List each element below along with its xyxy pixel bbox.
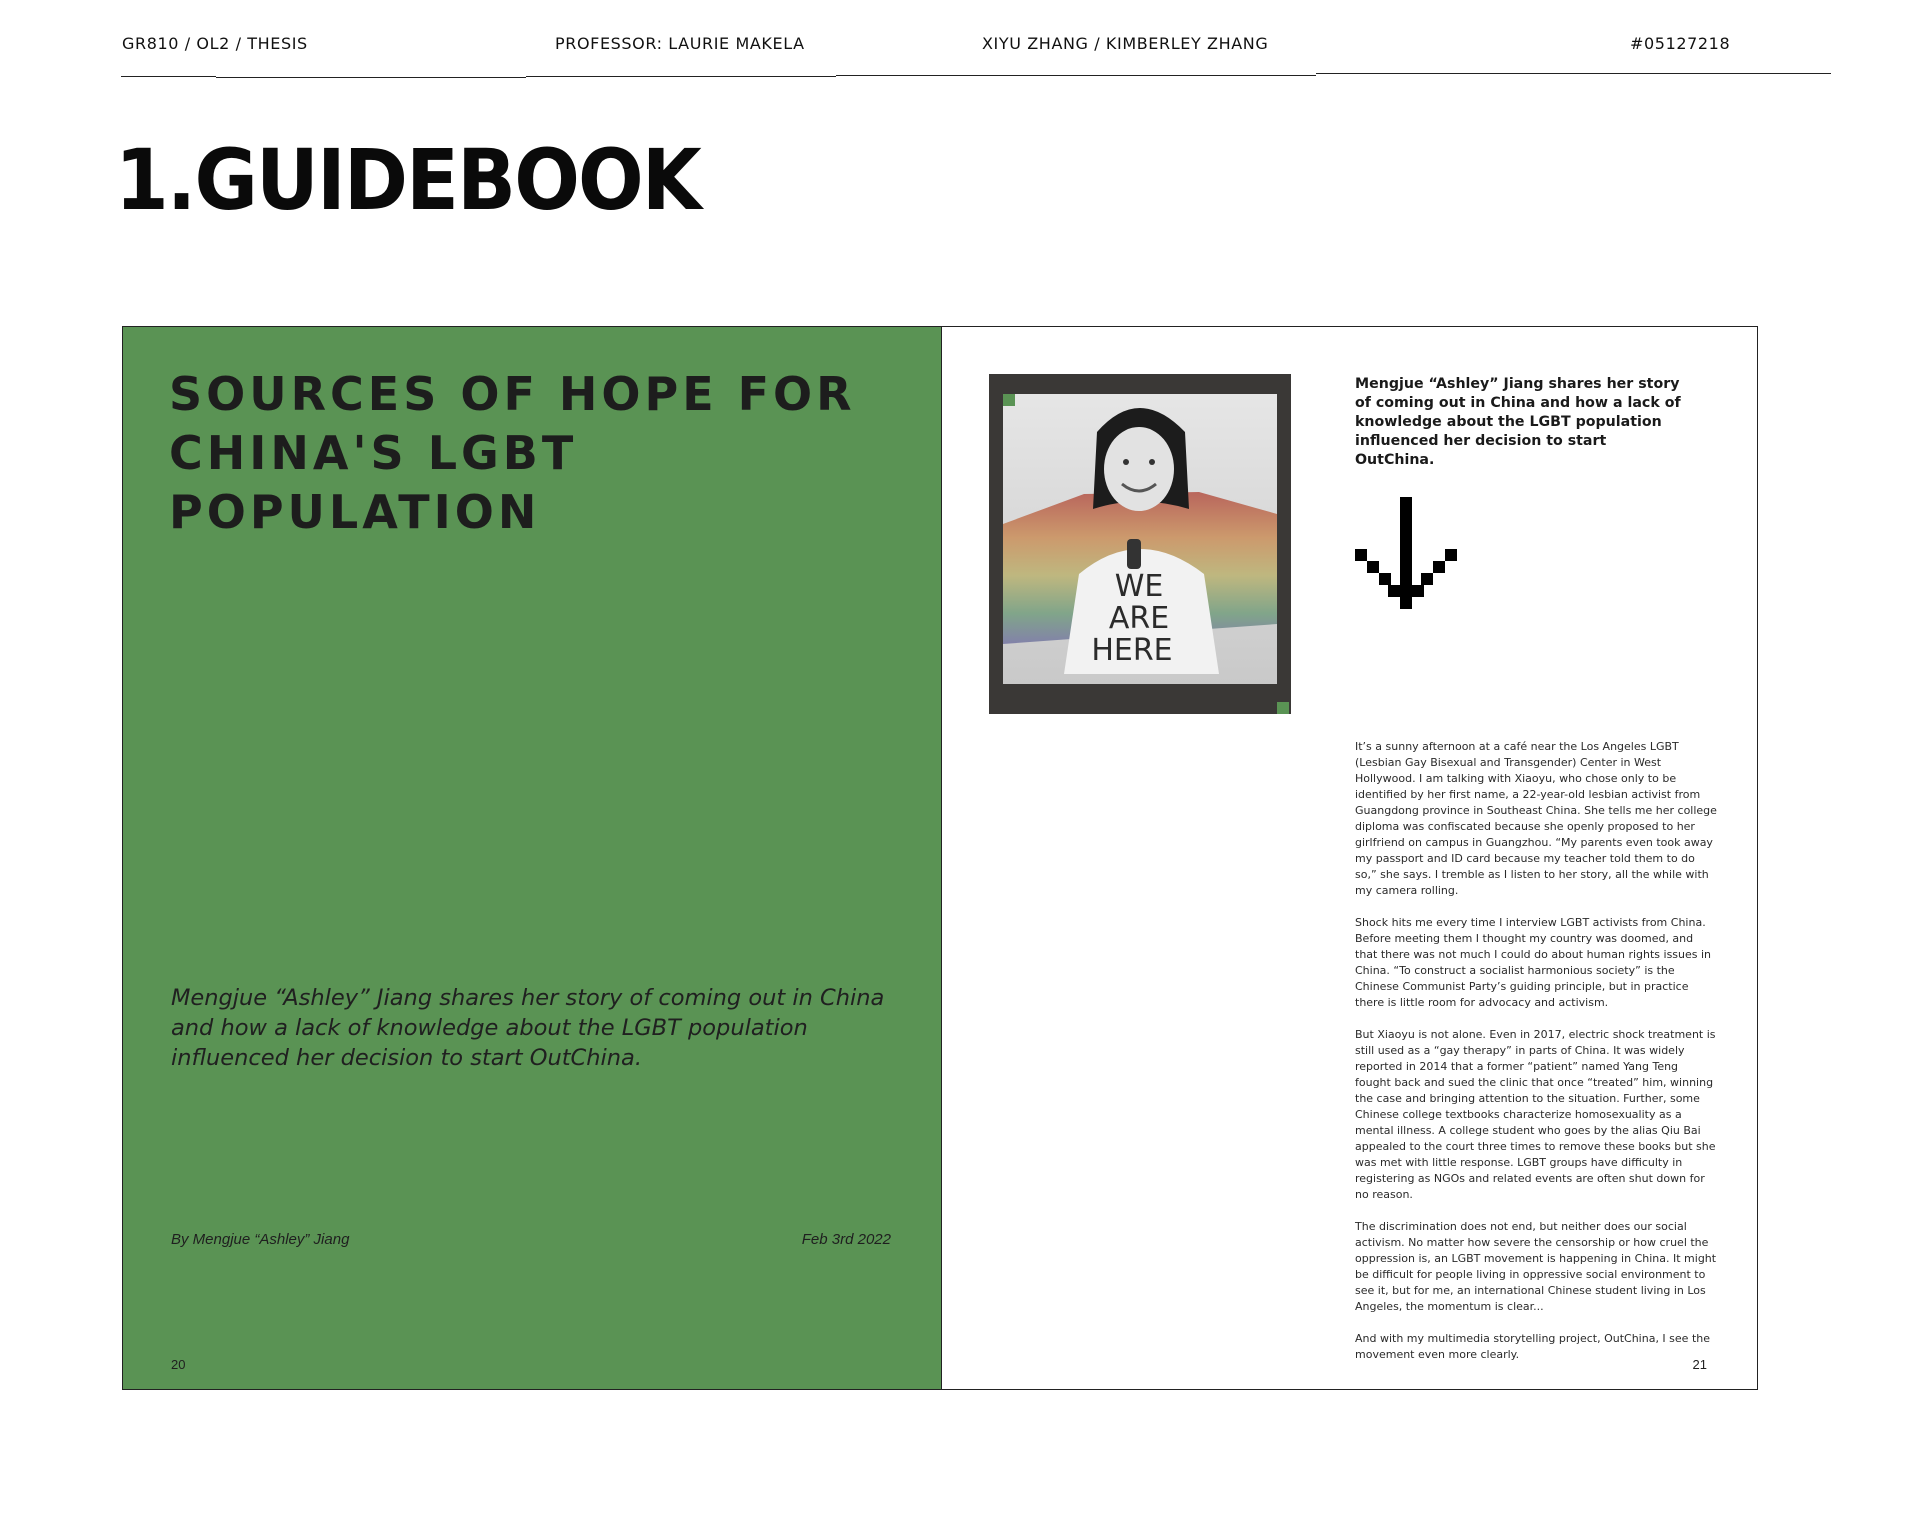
polaroid-photo <box>989 374 1291 714</box>
corner-tab-bottom-right <box>1277 702 1289 714</box>
portrait-photo <box>989 374 1291 714</box>
right-eye <box>1149 459 1155 465</box>
body-paragraph-3: But Xiaoyu is not alone. Even in 2017, electric shock treatment is still used as a “gay therapy” in parts of China. It was widely reported in 2014 that a former “patient” named Yang Teng fought back and sued the clinic that once “treated” him, winning the case and bringing attention to the situation. Further, some Chinese college textbooks characterize homosexuality as a mental illness. A college student who goes by the alias Qiu Bai appealed to the court three times to remove these books but she was met with little response. LGBT groups have difficulty in registering as NGOs and related events are often shut down for no reason. <box>1355 1028 1716 1201</box>
publish-date: Feb 3rd 2022 <box>801 1231 891 1248</box>
right-page <box>941 327 1757 1389</box>
shirt-text-1: WE <box>1114 569 1164 604</box>
body-paragraph-5: And with my multimedia storytelling project, OutChina, I see the movement even more clearly. <box>1355 1332 1710 1361</box>
article-deck: Mengjue “Ashley” Jiang shares her story of coming out in China and how a lack of knowledge about the LGBT population influenced her decision to start OutChina. <box>171 985 885 1071</box>
body-paragraph-2: Shock hits me every time I interview LGBT activists from China. Before meeting them I thought my country was doomed, and that there was not much I could do about human rights issues in China. “To construct a socialist harmonious society” is the Chinese Communist Party’s guiding principle, but in practice there is little room for advocacy and activism. <box>1355 916 1712 1009</box>
header-rule-4 <box>836 75 1316 76</box>
left-eye <box>1123 459 1129 465</box>
author-names: XIYU ZHANG / KIMBERLEY ZHANG <box>982 34 1269 53</box>
course-code: GR810 / OL2 / THESIS <box>122 34 308 53</box>
article-title <box>169 365 909 542</box>
sunglasses <box>1127 539 1141 569</box>
page-number-left: 20 <box>171 1357 186 1372</box>
professor-name: PROFESSOR: LAURIE MAKELA <box>555 34 805 53</box>
byline: By Mengjue “Ashley” Jiang <box>171 1231 350 1248</box>
pull-quote: Mengjue “Ashley” Jiang shares her story of coming out in China and how a lack of knowledge about the LGBT population influenced her decision to start OutChina. <box>1355 376 1681 468</box>
left-page <box>123 327 941 1389</box>
face <box>1104 427 1174 511</box>
header-rule-1 <box>121 76 216 77</box>
header-rule-5 <box>1316 73 1831 74</box>
page-number-right: 21 <box>1692 1357 1707 1372</box>
student-id: #05127218 <box>1630 34 1731 53</box>
article-body <box>1355 739 1717 1379</box>
article-title-line-2: CHINA'S LGBT POPULATION <box>169 426 578 539</box>
header-rule-3 <box>526 76 836 77</box>
corner-tab-top-left <box>1003 394 1015 406</box>
pixel-arrow-down-icon <box>1355 497 1457 609</box>
article-title-line-1: SOURCES OF HOPE FOR <box>169 367 856 421</box>
magazine-spread <box>122 326 1758 1390</box>
header-rule-2 <box>216 77 526 78</box>
section-title: 1.GUIDEBOOK <box>115 131 700 229</box>
shirt-text-3: HERE <box>1091 633 1173 668</box>
body-paragraph-4: The discrimination does not end, but neither does our social activism. No matter how severe the censorship or how cruel the oppression is, an LGBT movement is happening in China. It might be difficult for people living in oppressive social environment to see it, but for me, an international Chinese student living in Los Angeles, the momentum is clear... <box>1355 1220 1717 1313</box>
shirt-text-2: ARE <box>1108 601 1170 636</box>
body-paragraph-1: It’s a sunny afternoon at a café near the Los Angeles LGBT (Lesbian Gay Bisexual and Transgender) Center in West Hollywood. I am talking with Xiaoyu, who chose only to be identified by her first name, a 22-year-old lesbian activist from Guangdong province in Southeast China. She tells me her college diploma was confiscated because she openly proposed to her girlfriend on campus in Guangzhou. “My parents even took away my passport and ID card because my teacher told them to do so,” she says. I tremble as I listen to her story, all the while with my camera rolling. <box>1355 740 1717 897</box>
page-header <box>0 34 1918 64</box>
